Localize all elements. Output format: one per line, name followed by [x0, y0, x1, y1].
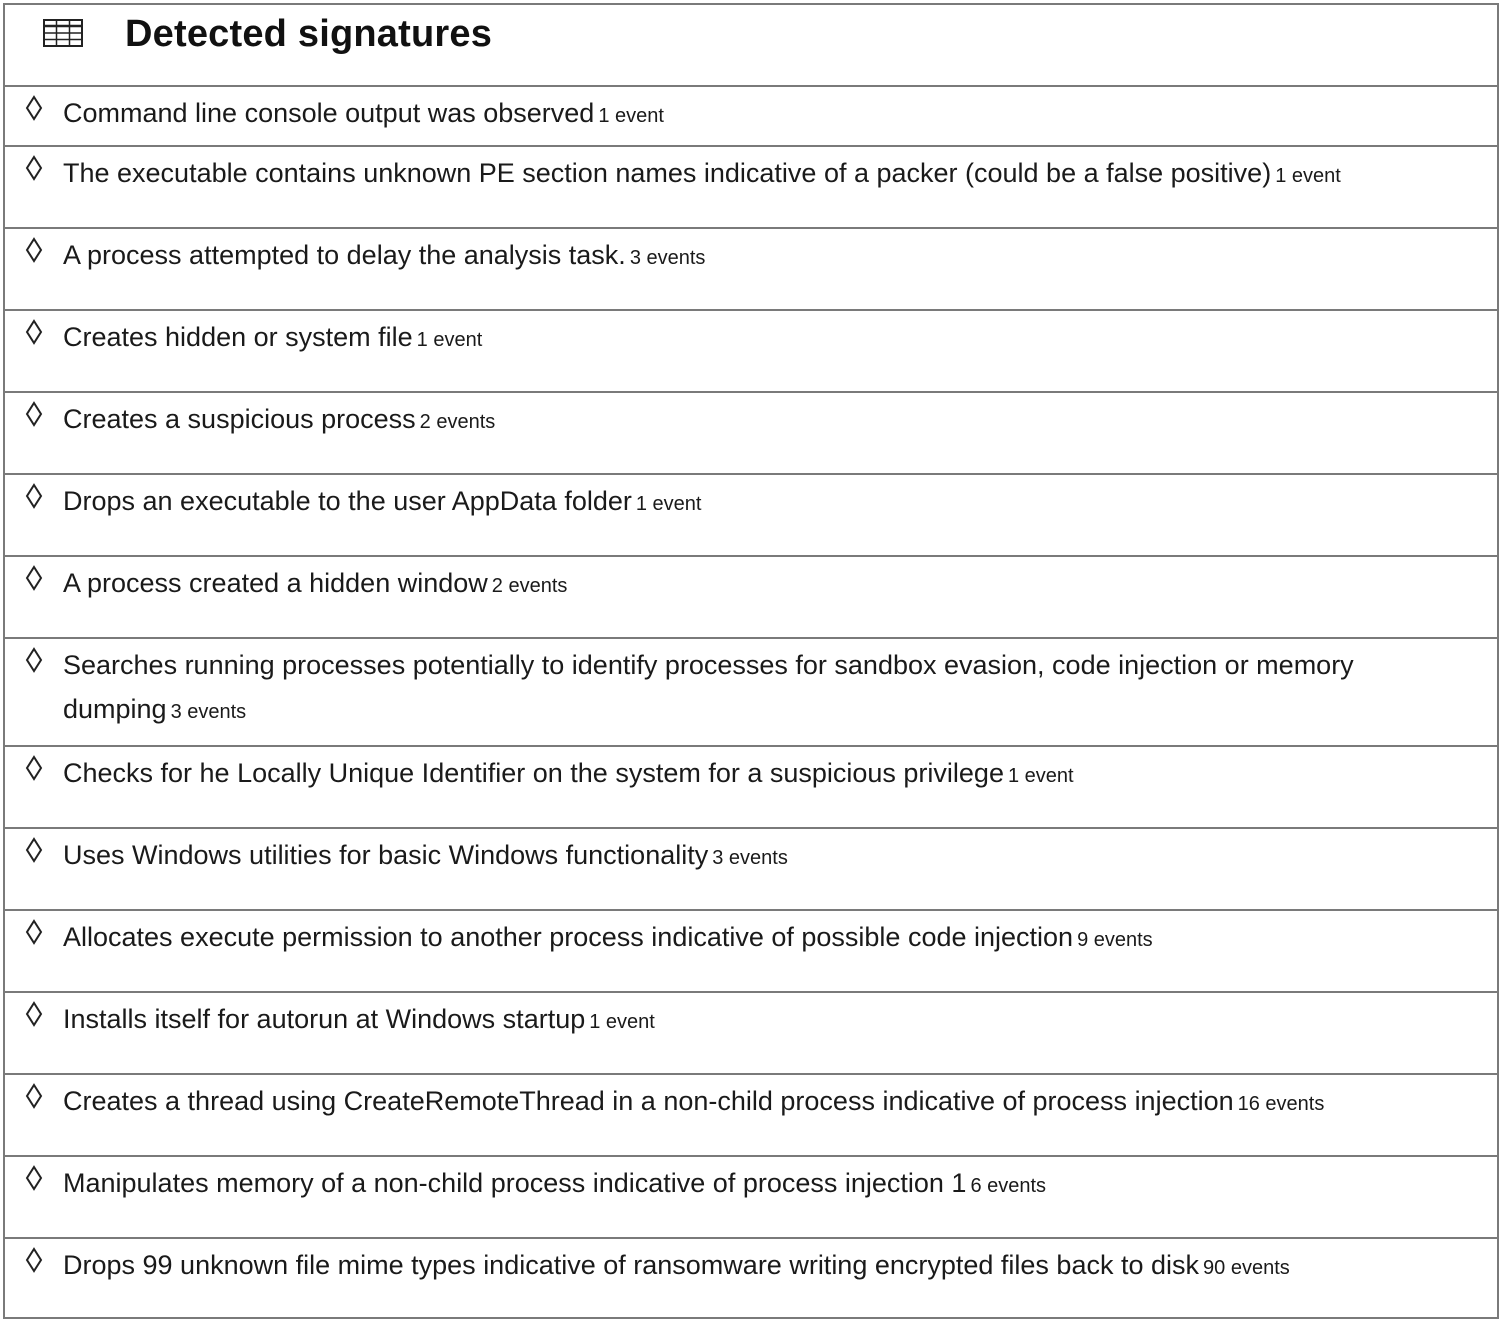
- diamond-bullet-icon: [25, 919, 43, 945]
- signature-list: [5, 87, 1497, 1325]
- diamond-bullet-icon: [25, 95, 43, 121]
- diamond-bullet-icon: [25, 155, 43, 181]
- event-count: 6 events: [970, 1175, 1047, 1197]
- signature-row: [5, 1157, 1497, 1239]
- signature-text: A process attempted to delay the analysis task.: [63, 240, 626, 270]
- signature-text: Checks for he Locally Unique Identifier on the system for a suspicious privilege: [63, 758, 1004, 788]
- event-count: 1 event: [1007, 765, 1074, 787]
- signature-text: Creates a suspicious process: [63, 404, 416, 434]
- signature-text: Searches running processes potentially to identify processes for sandbox evasion, code injection or memory dumping: [63, 650, 1354, 724]
- signature-text: Installs itself for autorun at Windows startup: [63, 1004, 586, 1034]
- event-count: 1 event: [1275, 165, 1341, 187]
- signature-row: [5, 311, 1497, 393]
- diamond-bullet-icon: [25, 483, 43, 509]
- signature-text: Drops 99 unknown file mime types indicative of ransomware writing encrypted files back to disk: [63, 1250, 1200, 1280]
- signature-text: Drops an executable to the user AppData folder: [63, 486, 632, 516]
- signature-text: Uses Windows utilities for basic Windows functionality: [63, 840, 709, 870]
- signature-row: [5, 475, 1497, 557]
- diamond-bullet-icon: [25, 755, 43, 781]
- event-count: 3 events: [712, 847, 788, 869]
- event-count: 2 events: [419, 411, 496, 433]
- event-count: 9 events: [1077, 929, 1153, 951]
- signature-row: [5, 1239, 1497, 1325]
- diamond-bullet-icon: [25, 237, 43, 263]
- event-count: 1 event: [589, 1011, 655, 1033]
- signature-row: [5, 911, 1497, 993]
- signature-row: [5, 147, 1497, 229]
- diamond-bullet-icon: [25, 1083, 43, 1109]
- signature-text: Command line console output was observed: [63, 98, 595, 128]
- detected-signatures-panel: [3, 3, 1499, 1319]
- signature-row: [5, 229, 1497, 311]
- event-count: 16 events: [1237, 1093, 1325, 1115]
- event-count: 90 events: [1203, 1257, 1290, 1279]
- diamond-bullet-icon: [25, 401, 43, 427]
- signature-row: [5, 639, 1497, 747]
- event-count: 1 event: [416, 329, 483, 351]
- table-icon: [43, 19, 83, 47]
- diamond-bullet-icon: [25, 319, 43, 345]
- event-count: 3 events: [629, 247, 706, 269]
- panel-header: [5, 5, 1497, 87]
- event-count: 3 events: [170, 701, 247, 723]
- signature-row: [5, 829, 1497, 911]
- signature-text: A process created a hidden window: [63, 568, 488, 598]
- page-title: Detected signatures: [125, 13, 493, 55]
- diamond-bullet-icon: [25, 1165, 43, 1191]
- signature-text: Manipulates memory of a non-child process indicative of process injection 1: [63, 1168, 967, 1198]
- diamond-bullet-icon: [25, 1247, 43, 1273]
- signature-text: Allocates execute permission to another process indicative of possible code injection: [63, 922, 1074, 952]
- event-count: 1 event: [598, 105, 664, 127]
- diamond-bullet-icon: [25, 565, 43, 591]
- event-count: 2 events: [491, 575, 568, 597]
- signature-row: [5, 993, 1497, 1075]
- diamond-bullet-icon: [25, 647, 43, 673]
- signature-row: [5, 393, 1497, 475]
- diamond-bullet-icon: [25, 1001, 43, 1027]
- diamond-bullet-icon: [25, 837, 43, 863]
- signature-text: Creates hidden or system file: [63, 322, 413, 352]
- signature-row: [5, 87, 1497, 147]
- signature-text: Creates a thread using CreateRemoteThread in a non-child process indicative of process injection: [63, 1086, 1234, 1116]
- event-count: 1 event: [635, 493, 702, 515]
- signature-text: The executable contains unknown PE section names indicative of a packer (could be a false positive): [63, 158, 1272, 188]
- signature-row: [5, 557, 1497, 639]
- signature-row: [5, 747, 1497, 829]
- signature-row: [5, 1075, 1497, 1157]
